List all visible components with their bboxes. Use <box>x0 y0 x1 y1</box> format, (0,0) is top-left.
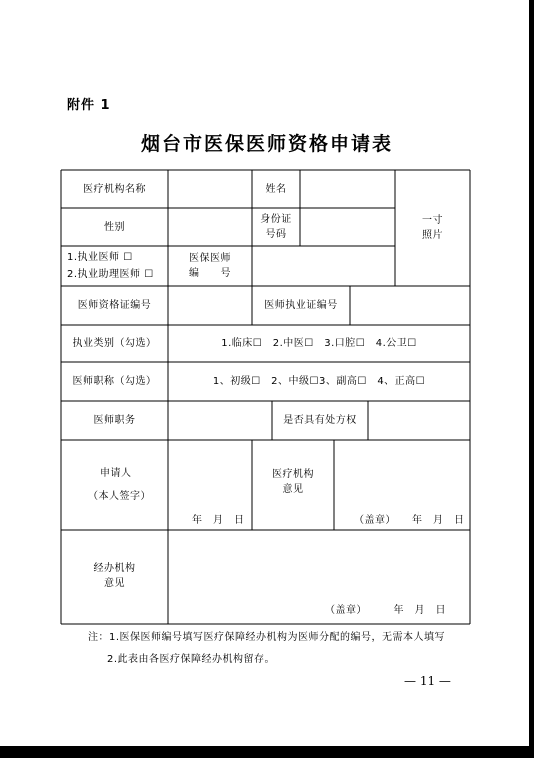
practice-category-options[interactable]: 1.临床☐ 2.中医☐ 3.口腔☐ 4.公卫☐ <box>221 338 417 349</box>
name-field[interactable] <box>301 171 394 207</box>
applicant-date: 年 月 日 <box>192 515 245 526</box>
position-field[interactable] <box>169 402 271 439</box>
prescription-right-field[interactable] <box>369 402 469 439</box>
agency-opinion-label: 经办机构 意见 <box>93 563 136 589</box>
practice-type-option-assistant[interactable]: 2.执业助理医师 ☐ <box>67 269 154 280</box>
gender-field[interactable] <box>169 209 251 245</box>
attachment-label: 附件 1 <box>67 98 111 113</box>
professional-title-label: 医师职称（勾选） <box>72 376 157 387</box>
institution-seal-date: （盖章） 年 月 日 <box>354 515 465 526</box>
page-number: — 11 — <box>404 674 451 688</box>
gender-label: 性别 <box>104 221 125 233</box>
agency-opinion-field[interactable] <box>169 531 469 599</box>
professional-title-options[interactable]: 1、初级☐ 2、中级☐3、副高☐ 4、正高☐ <box>212 376 426 387</box>
name-label: 姓名 <box>265 183 287 195</box>
form-title: 烟台市医保医师资格申请表 <box>140 133 393 155</box>
practice-cert-field[interactable] <box>351 287 469 324</box>
applicant-signature-label: （本人签字） <box>88 491 151 502</box>
practice-cert-label: 医师执业证编号 <box>264 300 338 311</box>
applicant-signature-field[interactable] <box>169 441 251 511</box>
practice-category-label: 执业类别（勾选） <box>72 338 157 349</box>
prescription-right-label: 是否具有处方权 <box>283 415 357 426</box>
institution-opinion-label: 医疗机构 意见 <box>272 469 314 495</box>
qualification-cert-label: 医师资格证编号 <box>77 300 152 311</box>
scan-edge-bottom <box>0 746 534 758</box>
agency-seal-date: （盖章） 年 月 日 <box>325 605 446 616</box>
qualification-cert-field[interactable] <box>169 287 251 324</box>
applicant-label: 申请人 <box>100 468 132 479</box>
insurance-physician-number-label: 医保医师 编 号 <box>189 253 231 279</box>
practice-type-option-physician[interactable]: 1.执业医师 ☐ <box>67 252 133 263</box>
institution-name-field[interactable] <box>169 171 251 207</box>
note-1: 注：1.医保医师编号填写医疗保障经办机构为医师分配的编号，无需本人填写 <box>88 632 446 643</box>
note-2: 2.此表由各医疗保障经办机构留存。 <box>107 654 276 665</box>
photo-box[interactable]: 一寸 照片 <box>422 215 443 241</box>
insurance-physician-number-field[interactable] <box>253 247 394 285</box>
institution-opinion-field[interactable] <box>335 441 469 511</box>
institution-name-label: 医疗机构名称 <box>83 183 146 195</box>
id-number-label: 身份证 号码 <box>260 214 292 240</box>
id-number-field[interactable] <box>301 209 394 245</box>
scan-edge-right <box>529 0 534 758</box>
position-label: 医师职务 <box>93 415 136 426</box>
